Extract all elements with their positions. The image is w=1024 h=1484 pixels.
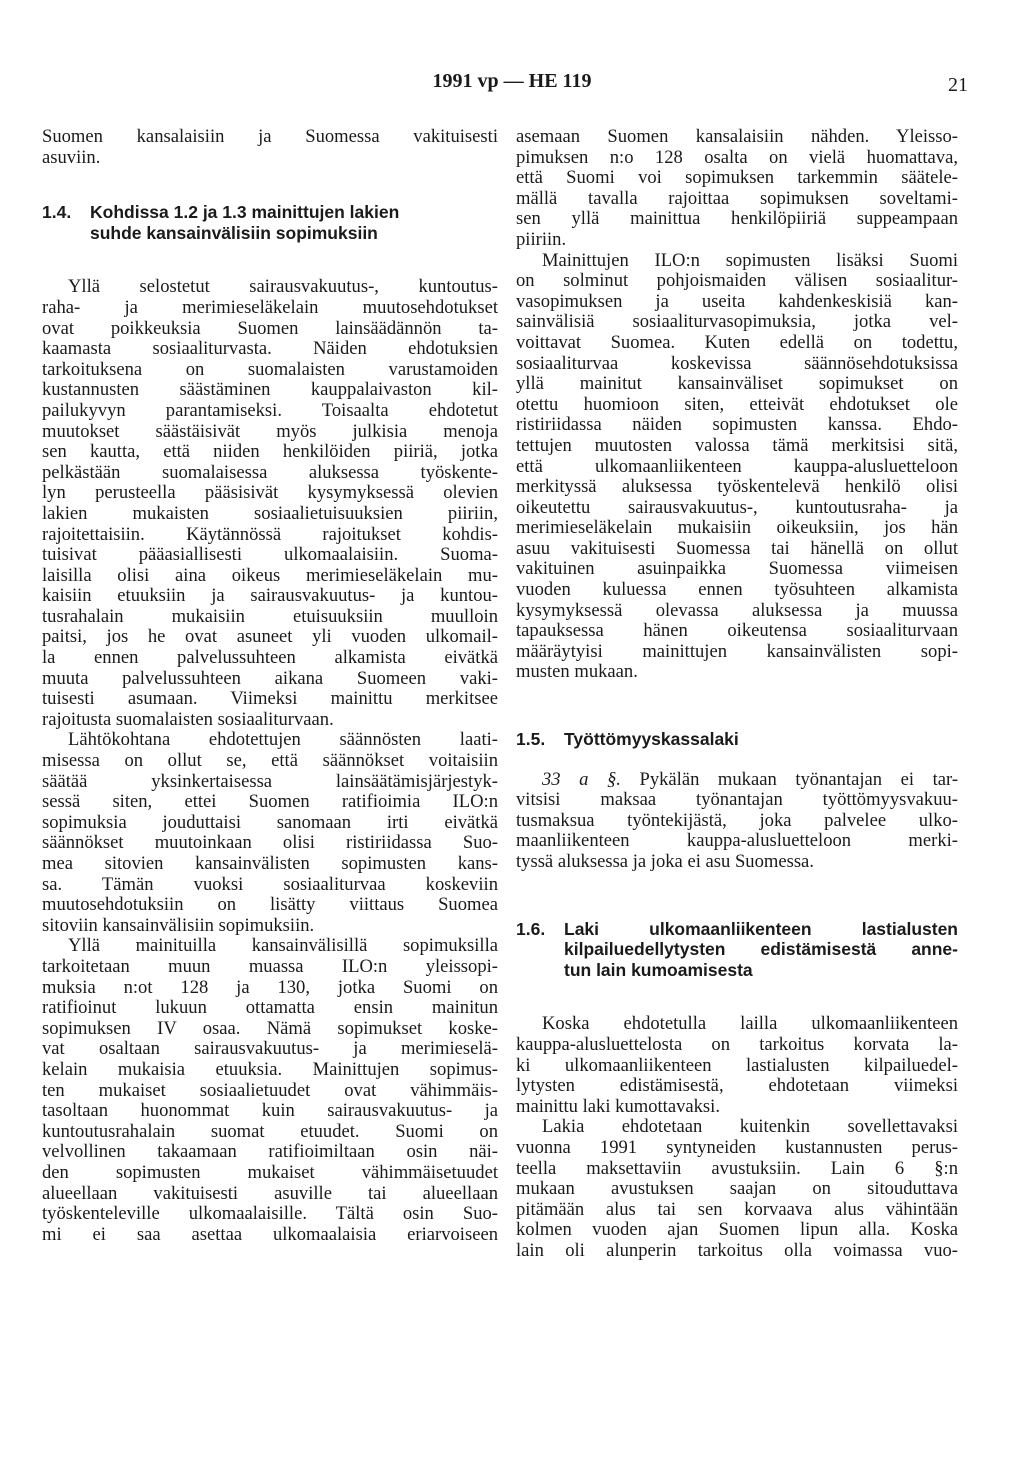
- text-line: kelain mukaisia etuuksia. Mainittujen sopimus-: [42, 1058, 498, 1080]
- text-line: pimuksen n:o 128 osalta on vielä huomattava,: [516, 146, 958, 168]
- text-line: ten mukaiset sosiaalietuudet ovat vähimmäis-: [42, 1079, 498, 1101]
- text-line: vat osaltaan sairausvakuutus- ja merimieselä-: [42, 1038, 498, 1060]
- text-line: Koska ehdotetulla lailla ulkomaanliikenteen: [542, 1013, 958, 1035]
- text-line: pailukyvyn parantamiseksi. Toisaalta ehdotetut: [42, 399, 498, 421]
- text-line: misessa on ollut se, että säännökset voitaisiin: [42, 750, 498, 772]
- paragraph: [516, 1014, 958, 1117]
- text-line: Yllä mainituilla kansainvälisillä sopimuksilla: [68, 935, 498, 957]
- paragraph: [516, 1117, 958, 1261]
- text-line: teella maksettaviin avustuksiin. Lain 6 §:n: [516, 1157, 958, 1179]
- paragraph: [516, 251, 958, 683]
- text-line: Mainittujen ILO:n sopimusten lisäksi Suomi: [542, 249, 958, 271]
- text-line: sen kautta, että niiden henkilöiden piiriä, jotka: [42, 441, 498, 463]
- section-title-line: Kohdissa 1.2 ja 1.3 mainittujen lakien: [90, 202, 400, 223]
- text-line: sopimuksen IV osaa. Nämä sopimukset koske-: [42, 1017, 498, 1039]
- text-line: Suomen kansalaisiin ja Suomessa vakituisesti: [42, 126, 498, 147]
- text-line: tuisivat pääasiallisesti ulkomaalaisiin. Suoma-: [42, 544, 498, 566]
- text-line: oikeutettu sairausvakuutus-, kuntoutusraha- ja: [516, 496, 958, 518]
- text-line: mea sitovien kansainvälisten sopimusten kans-: [42, 853, 498, 874]
- text-line: mi ei saa asettaa ulkomaalaisia eriarvoiseen: [42, 1223, 498, 1245]
- text-line: että Suomi voi sopimuksen tarkemmin säätele-: [516, 167, 958, 189]
- text-line: Lakia ehdotetaan kuitenkin sovellettavaksi: [542, 1116, 958, 1138]
- text-line: sa. Tämän vuoksi sosiaaliturvaa koskeviin: [42, 873, 498, 895]
- text-line: musten mukaan.: [516, 661, 638, 683]
- text-line: sessä siten, ettei Suomen ratifioimia ILO:n: [42, 791, 498, 813]
- text-line: sainvälisiä sosiaaliturvasopimuksia, jotka vel-: [516, 311, 958, 333]
- text-line: tasoltaan huonommat kuin sairausvakuutus- ja: [42, 1100, 498, 1122]
- text-line: kuntoutusrahalain suomat etuudet. Suomi on: [42, 1120, 498, 1142]
- text-line: pitämään alus tai sen korvaava alus vähintään: [516, 1198, 958, 1220]
- text-line: vitsisi maksaa työnantajan työttömyysvakuu-: [516, 789, 958, 811]
- text-line: voittavat Suomea. Kuten edellä on todettu,: [516, 331, 958, 353]
- text-line: vakituinen asuinpaikka Suomessa viimeisen: [516, 558, 958, 580]
- text-line: mukaan avustuksen saajan on sitouduttava: [516, 1178, 958, 1200]
- text-line: [516, 770, 958, 791]
- paragraph: [42, 277, 498, 298]
- text-line: merkityssä aluksessa työskentelevä henkilö olisi: [516, 476, 958, 498]
- text-line: kauppa-alusluettelosta on tarkoitus korvata la-: [516, 1033, 958, 1055]
- text-line: tyssä aluksessa ja joka ei asu Suomessa.: [516, 851, 814, 872]
- text-line: kaisiin etuuksiin ja sairausvakuutus- ja kuntou-: [42, 585, 498, 607]
- text-line: raha- ja merimieseläkelain muutosehdotukset: [42, 296, 498, 318]
- text-line: maanliikenteen kauppa-alusluetteloon merki-: [516, 830, 958, 852]
- text-line: rajoitettaisiin. Käytännössä rajoitukset kohdis-: [42, 523, 498, 545]
- text-line: kustannusten säästäminen kauppalaivaston kil-: [42, 379, 498, 401]
- section-ref: 33 a §.: [542, 768, 621, 790]
- text-line: säätää yksinkertaisessa lainsäätämisjärjestyk-: [42, 770, 498, 792]
- section-number: 1.5.: [516, 729, 546, 750]
- section-title-line: Laki ulkomaanliikenteen lastialusten: [564, 918, 958, 939]
- text-line: muksia n:ot 128 ja 130, jotka Suomi on: [42, 976, 498, 998]
- intro-paragraph: [42, 127, 498, 168]
- text-line: lytysten edistämisestä, ehdotetaan viimeksi: [516, 1075, 958, 1097]
- page-number: 21: [948, 74, 968, 96]
- text-line: la ennen palvelussuhteen alkamista eivätkä: [42, 647, 498, 669]
- section-heading-1-4: [42, 202, 498, 243]
- paragraph: [516, 127, 958, 251]
- text-line: säännökset muutoinkaan olisi ristiriidassa Suo-: [42, 832, 498, 854]
- text-line: on solminut pohjoismaiden välisen sosiaalitur-: [516, 270, 958, 292]
- text-line: yllä mainitut kansainväliset sopimukset on: [516, 373, 958, 395]
- text-run: Pykälän mukaan työnantajan ei tar-: [620, 768, 959, 790]
- text-line: kaamasta sosiaaliturvasta. Näiden ehdotuksien: [42, 338, 498, 360]
- text-line: rajoitusta suomalaisten sosiaaliturvaan.: [42, 708, 334, 730]
- text-line: tuisesti asumaan. Viimeksi mainittu merkitsee: [42, 688, 498, 710]
- text-line: tarkoitetaan muun muassa ILO:n yleissopi-: [42, 955, 498, 977]
- text-line: ovat poikkeuksia Suomen lainsäädännön ta-: [42, 317, 498, 339]
- text-line: lyn perusteella pääsisivät kysymyksessä olevien: [42, 482, 498, 504]
- text-line: lakien mukaisten sosiaalietuisuuksien piiriin,: [42, 502, 498, 524]
- text-line: muuta palvelussuhteen aikana Suomeen vaki-: [42, 667, 498, 689]
- text-line: muutosehdotuksiin on lisätty viittaus Suomea: [42, 894, 498, 916]
- paragraph: [42, 936, 498, 1245]
- text-line: velvollinen takaamaan ratifioimiltaan osin näi-: [42, 1141, 498, 1163]
- text-line: ratifioinut lukuun ottamatta ensin mainitun: [42, 997, 498, 1019]
- paragraph: [516, 770, 958, 873]
- text-line: sitoviin kansainvälisiin sopimuksiin.: [42, 914, 315, 936]
- text-line: sopimuksia jouduttaisi sanomaan irti eivätkä: [42, 811, 498, 833]
- text-line: sen yllä mainittua henkilöpiiriä suppeampaan: [516, 208, 958, 230]
- text-line: tusmaksua työntekijästä, joka palvelee ulko-: [516, 809, 958, 831]
- text-line: tapauksessa hänen oikeutensa sosiaaliturvaan: [516, 620, 958, 642]
- text-line: asemaan Suomen kansalaisiin nähden. Yleisso-: [516, 126, 958, 147]
- text-line: muutokset säästäisivät myös julkisia menoja: [42, 420, 498, 442]
- text-line: että ulkomaanliikenteen kauppa-alusluetteloon: [516, 455, 958, 477]
- text-line: kolmen vuoden ajan Suomen lipun alla. Koska: [516, 1219, 958, 1241]
- section-title-line: tun lain kumoamisesta: [564, 959, 753, 980]
- text-line: mainittu laki kumottavaksi.: [516, 1095, 720, 1117]
- paragraph-cont: [42, 298, 498, 730]
- text-line: asuviin.: [42, 146, 101, 168]
- text-line: piiriin.: [516, 228, 567, 250]
- text-line: työskenteleville ulkomaalaisille. Tältä osin Suo-: [42, 1203, 498, 1225]
- text-line: Yllä selostetut sairausvakuutus-, kuntoutus-: [68, 276, 498, 298]
- text-line: tusrahalain mukaisiin etuisuuksiin muulloin: [42, 605, 498, 627]
- text-line: sosiaaliturvaa koskevissa säännösehdotuksissa: [516, 352, 958, 374]
- text-line: tarkoituksena on suomalaisten varustamoiden: [42, 358, 498, 380]
- text-line: vuoden kuluessa ennen työsuhteen alkamista: [516, 579, 958, 601]
- text-line: kysymyksessä olevassa aluksessa ja muussa: [516, 599, 958, 621]
- text-line: ristiriidassa näiden sopimusten kanssa. Ehdo-: [516, 414, 958, 436]
- section-number: 1.4.: [42, 202, 72, 223]
- paragraph: [42, 730, 498, 936]
- text-line: Lähtökohtana ehdotettujen säännösten laati-: [68, 729, 498, 751]
- text-line: vuonna 1991 syntyneiden kustannusten perus-: [516, 1136, 958, 1158]
- text-line: laisilla olisi aina oikeus merimieseläkelain mu-: [42, 564, 498, 586]
- text-line: merimieseläkelain mukaisiin oikeuksiin, jos hän: [516, 517, 958, 539]
- text-line: paitsi, jos he ovat asuneet yli vuoden ulkomail-: [42, 626, 498, 648]
- text-line: alueellaan vakituisesti asuville tai alueellaan: [42, 1182, 498, 1204]
- text-line: otettu huomioon siten, etteivät ehdotukset ole: [516, 393, 958, 415]
- section-title: Työttömyyskassalaki: [564, 729, 739, 750]
- text-line: määräytyisi mainittujen kansainvälisten sopi-: [516, 640, 958, 662]
- section-heading-1-5: [516, 729, 958, 750]
- text-line: den sopimusten mukaiset vähimmäisetuudet: [42, 1161, 498, 1183]
- text-line: vasopimuksen ja useita kahdenkeskisiä kan-: [516, 290, 958, 312]
- section-number: 1.6.: [516, 918, 546, 939]
- text-line: asuu vakituisesti Suomessa tai hänellä on ollut: [516, 537, 958, 559]
- section-heading-1-6: [516, 919, 958, 981]
- text-line: pelkästään suomalaisessa aluksessa työskente-: [42, 461, 498, 483]
- running-header: 1991 vp — HE 119: [432, 70, 592, 92]
- text-line: mällä tavalla rajoittaa sopimuksen soveltami-: [516, 187, 958, 209]
- text-line: ki ulkomaanliikenteen lastialusten kilpailuedel-: [516, 1054, 958, 1076]
- left-column: [42, 127, 498, 1245]
- section-title-line: suhde kansainvälisiin sopimuksiin: [90, 222, 378, 243]
- section-title-line: kilpailuedellytysten edistämisestä anne-: [564, 939, 958, 960]
- text-line: lain oli alunperin tarkoitus olla voimassa vuo-: [516, 1239, 958, 1261]
- right-column: [516, 127, 958, 1262]
- text-line: tettujen muutosten valossa tämä merkitsisi sitä,: [516, 434, 958, 456]
